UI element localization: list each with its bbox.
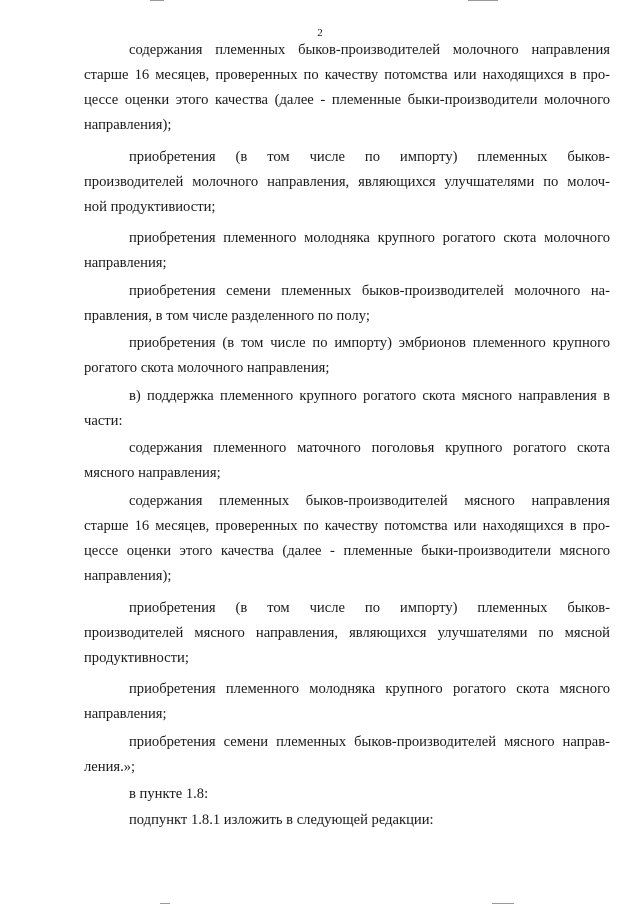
- text-line: приобретения (в том числе по импорту) племенных быков-: [129, 149, 610, 165]
- scan-artifact-top-right: [468, 0, 498, 1]
- text-line: производителей молочного направления, являющихся улучшателями по молоч-: [84, 174, 610, 190]
- text-line: цессе оценки этого качества (далее - племенные быки-производители молочного: [84, 92, 610, 108]
- text-line: мясного направления;: [84, 465, 221, 481]
- text-line: ной продуктивиости;: [84, 199, 216, 215]
- text-line: содержания племенных быков-производителей мясного направления: [129, 493, 610, 509]
- text-line: приобретения семени племенных быков-производителей мясного направ-: [129, 734, 610, 750]
- paragraph-dairy-young-stock: [84, 226, 610, 276]
- paragraph-beef-bulls-maintenance: [84, 489, 610, 589]
- text-line: приобретения племенного молодняка крупного рогатого скота молочного: [129, 230, 610, 246]
- text-line: подпункт 1.8.1 изложить в следующей редакции:: [129, 812, 434, 828]
- text-line: приобретения племенного молодняка крупного рогатого скота мясного: [129, 681, 610, 697]
- text-line: ления.»;: [84, 759, 136, 775]
- paragraph-dairy-bulls-maintenance: [84, 38, 610, 138]
- paragraph-beef-bulls-purchase: [84, 596, 610, 671]
- text-line: рогатого скота молочного направления;: [84, 360, 330, 376]
- scan-artifact-top-left: [150, 0, 164, 1]
- paragraph-dairy-embryos: [84, 331, 610, 381]
- page-number: 2: [317, 27, 323, 39]
- paragraph-beef-support-heading: [84, 384, 610, 434]
- text-line: цессе оценки этого качества (далее - племенные быки-производители мясного: [84, 543, 610, 559]
- text-line: направления;: [84, 255, 167, 271]
- text-line: направления);: [84, 568, 172, 584]
- text-line: в) поддержка племенного крупного рогатого скота мясного направления в: [129, 388, 610, 404]
- text-line: продуктивности;: [84, 650, 189, 666]
- text-line: направления;: [84, 706, 167, 722]
- paragraph-dairy-bulls-purchase: [84, 145, 610, 220]
- text-line: содержания племенных быков-производителей молочного направления: [129, 42, 610, 58]
- paragraph-dairy-semen: [84, 279, 610, 329]
- text-line: старше 16 месяцев, проверенных по качеству потомства или находящихся в про-: [84, 518, 610, 534]
- text-line: приобретения семени племенных быков-производителей молочного на-: [129, 283, 610, 299]
- paragraph-beef-young-stock: [84, 677, 610, 727]
- paragraph-subclause-1-8-1: [84, 808, 610, 833]
- paragraph-beef-semen: [84, 730, 610, 780]
- text-line: приобретения (в том числе по импорту) племенных быков-: [129, 600, 610, 616]
- text-line: содержания племенного маточного поголовья крупного рогатого скота: [129, 440, 610, 456]
- text-line: старше 16 месяцев, проверенных по качеству потомства или находящихся в про-: [84, 67, 610, 83]
- text-line: производителей мясного направления, являющихся улучшателями по мясной: [84, 625, 610, 641]
- text-line: направления);: [84, 117, 172, 133]
- text-line: приобретения (в том числе по импорту) эмбрионов племенного крупного: [129, 335, 610, 351]
- text-line: в пункте 1.8:: [129, 786, 209, 802]
- text-line: части:: [84, 413, 123, 429]
- paragraph-beef-breeding-stock: [84, 436, 610, 486]
- paragraph-clause-1-8: [84, 782, 610, 807]
- scan-artifact-bottom-left: [160, 903, 170, 904]
- scan-artifact-bottom-right: [492, 903, 514, 904]
- text-line: правления, в том числе разделенного по полу;: [84, 308, 370, 324]
